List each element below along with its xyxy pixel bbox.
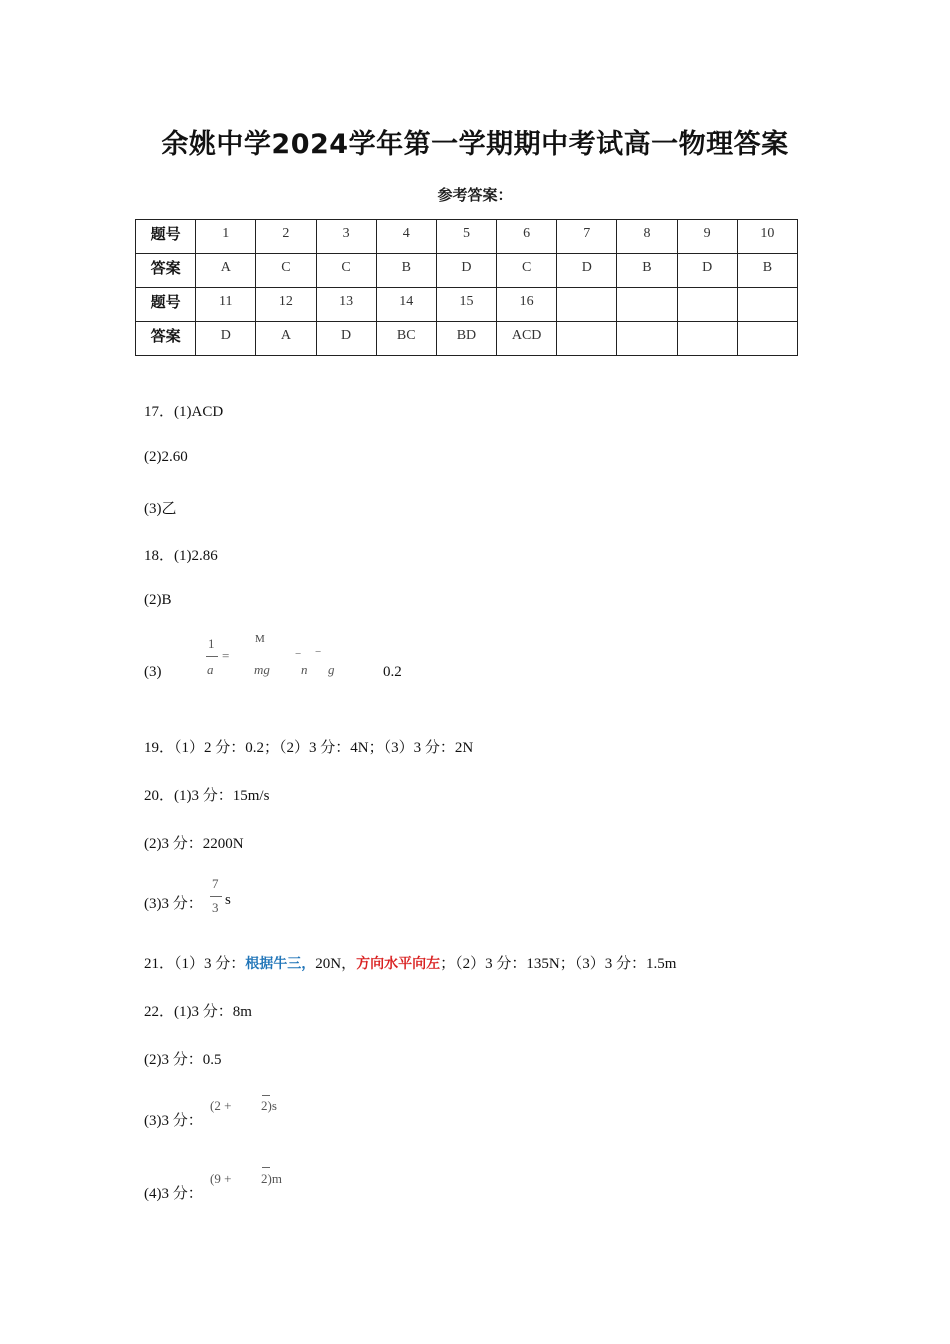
answer-18-3-value: 0.2 (383, 664, 402, 680)
table-cell (617, 288, 677, 322)
table-row (136, 322, 798, 356)
sqrt-bar (262, 1095, 270, 1096)
page-title: 余姚中学2024学年第一学期期中考试高一物理答案 (161, 129, 789, 160)
table-cell (677, 322, 737, 356)
fraction-bar (210, 896, 222, 897)
answer-22-4-label: (4)3 分： (144, 1186, 203, 1202)
fraction-denominator: 3 (212, 900, 219, 915)
table-cell: BC (376, 322, 436, 356)
table-row (136, 288, 798, 322)
formula-fragment: M (255, 633, 265, 645)
table-row (136, 254, 798, 288)
fraction-denominator: a (207, 662, 214, 677)
table-cell (617, 322, 677, 356)
answer-21-part-c: ；（2）3 分：135N；（3）3 分：1.5m (440, 956, 677, 972)
table-cell: C (316, 254, 376, 288)
table-cell: 16 (497, 288, 557, 322)
table-header-cell: 答案 (136, 254, 196, 288)
table-cell: D (557, 254, 617, 288)
table-header-cell: 答案 (136, 322, 196, 356)
table-cell: BD (436, 322, 496, 356)
table-cell: D (316, 322, 376, 356)
answer-22-2: (2)3 分：0.5 (144, 1052, 222, 1068)
answer-18-2: (2)B (144, 592, 172, 608)
sqrt-bar (262, 1167, 270, 1168)
answer-20-1: 20．(1)3 分：15m/s (144, 788, 270, 804)
answer-21-part-b: 20N， (315, 956, 357, 972)
formula-fragment: 2)m (261, 1171, 282, 1186)
formula-fragment: g (328, 662, 335, 677)
table-cell: A (196, 254, 256, 288)
answer-21-part-a: 21．（1）3 分： (144, 956, 246, 972)
table-cell: B (617, 254, 677, 288)
table-cell: B (376, 254, 436, 288)
table-cell: 7 (557, 220, 617, 254)
answer-20-3-label: (3)3 分： (144, 896, 203, 912)
answer-17-1: 17．(1)ACD (144, 404, 224, 420)
fraction-numerator: 7 (212, 876, 219, 891)
table-cell: D (436, 254, 496, 288)
table-cell (677, 288, 737, 322)
formula-fragment: 2)s (261, 1098, 277, 1113)
table-cell (557, 322, 617, 356)
formula-fragment: n (301, 662, 308, 677)
formula-fragment: (2 + (210, 1098, 232, 1113)
table-cell: 2 (256, 220, 316, 254)
table-cell: 8 (617, 220, 677, 254)
table-header-cell: 题号 (136, 288, 196, 322)
table-cell: 3 (316, 220, 376, 254)
table-cell: ACD (497, 322, 557, 356)
answer-19: 19．（1）2 分：0.2；（2）3 分：4N；（3）3 分：2N (144, 740, 474, 756)
section-subtitle: 参考答案： (437, 186, 513, 204)
formula-fragment: (9 + (210, 1171, 232, 1186)
table-cell: 15 (436, 288, 496, 322)
table-cell: 5 (436, 220, 496, 254)
table-header-cell: 题号 (136, 220, 196, 254)
table-cell: B (737, 254, 797, 288)
table-cell: 6 (497, 220, 557, 254)
equals-sign: = (222, 648, 230, 663)
answer-22-1: 22．(1)3 分：8m (144, 1004, 252, 1020)
fraction-bar (206, 656, 218, 657)
table-cell (737, 288, 797, 322)
answer-18-1: 18．(1)2.86 (144, 548, 218, 564)
table-cell: C (256, 254, 316, 288)
formula-fragment: − (295, 648, 302, 660)
answer-table (135, 219, 798, 356)
table-cell: 12 (256, 288, 316, 322)
answer-20-2: (2)3 分：2200N (144, 836, 244, 852)
table-cell (557, 288, 617, 322)
table-cell (737, 322, 797, 356)
table-cell: 9 (677, 220, 737, 254)
formula-fragment: mg (254, 662, 270, 677)
table-cell: C (497, 254, 557, 288)
answer-20-3-unit: s (225, 892, 231, 908)
table-cell: 13 (316, 288, 376, 322)
table-cell: 4 (376, 220, 436, 254)
fraction-numerator: 1 (208, 636, 215, 651)
table-row (136, 220, 798, 254)
answer-22-3-label: (3)3 分： (144, 1113, 203, 1129)
table-cell: 1 (196, 220, 256, 254)
answer-21 (144, 952, 676, 973)
table-cell: 14 (376, 288, 436, 322)
answer-21-highlight-red: 方向水平向左 (356, 956, 441, 972)
formula-fragment: − (315, 646, 322, 658)
table-cell: D (677, 254, 737, 288)
table-cell: A (256, 322, 316, 356)
table-cell: D (196, 322, 256, 356)
table-cell: 10 (737, 220, 797, 254)
answer-18-3-label: (3) (144, 664, 162, 680)
table-cell: 11 (196, 288, 256, 322)
answer-17-3: (3)乙 (144, 501, 177, 517)
answer-17-2: (2)2.60 (144, 449, 188, 465)
answer-21-highlight-blue: 根据牛三， (245, 956, 316, 972)
